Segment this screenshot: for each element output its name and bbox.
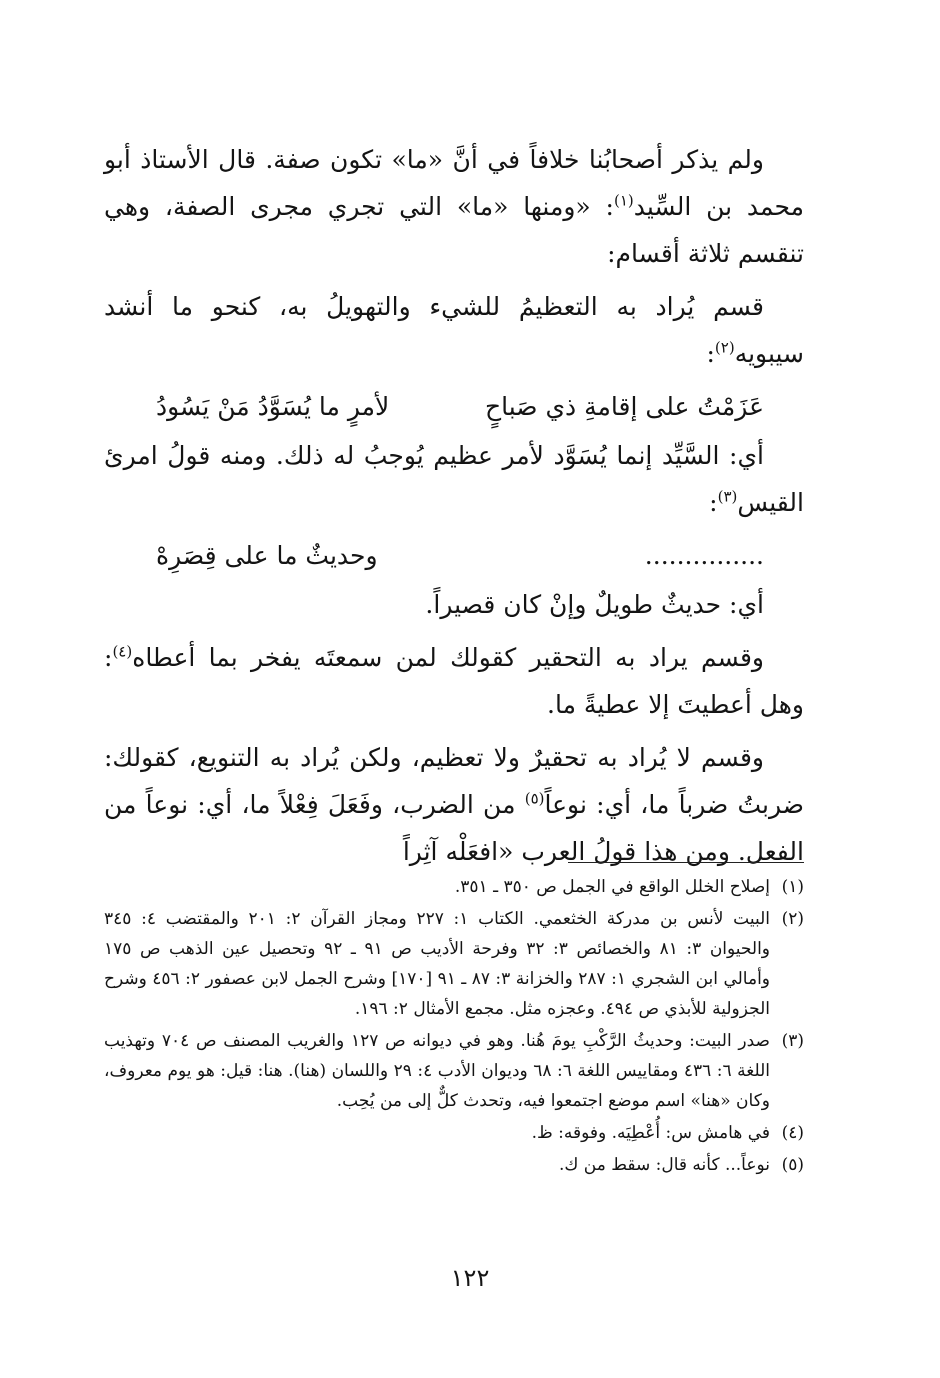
footnote-text: في هامش س: أُعْطِيَه. وفوقه: ظ. bbox=[531, 1123, 770, 1143]
footnote-separator bbox=[568, 862, 804, 863]
footnote-text: إصلاح الخلل الواقع في الجمل ص ٣٥٠ ـ ٣٥١. bbox=[454, 877, 770, 897]
paragraph-4: أي: حديثٌ طويلٌ وإنْ كان قصيراً. bbox=[425, 590, 764, 619]
footnotes bbox=[104, 872, 804, 1182]
footnote-3 bbox=[104, 1026, 804, 1116]
page-number: ١٢٢ bbox=[450, 1264, 490, 1292]
footnote-4 bbox=[104, 1118, 804, 1148]
paragraph-2: قسم يُراد به التعظيمُ للشيء والتهويلُ به، كنحو ما أنشد سيبويه$^{(٢)}$: bbox=[104, 292, 804, 368]
footnote-ref-4: (٤) bbox=[112, 642, 133, 661]
verse-1-first-hemistich: عَزَمْتُ على إقامةِ ذي صَباحٍ bbox=[484, 392, 764, 421]
footnote-number: (٤) bbox=[781, 1123, 804, 1143]
footnote-ref-5: (٥) bbox=[524, 789, 545, 808]
footnote-1 bbox=[104, 872, 804, 902]
footnote-2 bbox=[104, 904, 804, 1024]
footnote-number: (٣) bbox=[781, 1031, 804, 1051]
footnote-ref-1: (١) bbox=[613, 191, 634, 210]
footnote-5 bbox=[104, 1150, 804, 1180]
footnote-number: (١) bbox=[781, 877, 804, 897]
footnote-ref-3: (٣) bbox=[717, 487, 738, 506]
footnote-number: (٢) bbox=[781, 909, 804, 929]
footnote-text: نوعاً... كأنه قال: سقط من ك. bbox=[558, 1155, 770, 1175]
paragraph-3: أي: السَّيِّد إنما يُسَوَّد لأمر عظيم يُوجبُ له ذلك. ومنه قولُ امرئ القيس$^{(٣)}$: bbox=[104, 441, 804, 517]
verse-2-second-hemistich: وحديثٌ ما على قِصَرِهْ bbox=[156, 541, 378, 570]
verse-1-second-hemistich: لأمرٍ ما يُسَوَّدُ مَنْ يَسُودُ bbox=[156, 392, 390, 421]
paragraph-1: ولم يذكر أصحابُنا خلافاً في أنَّ «ما» تكون صفة. قال الأستاذ أبو محمد بن السِّيد$^{(١)}$: «ومنها «ما» التي تجري مجرى الصفة، وهي تنقسم ثلاثة أقسام: bbox=[104, 145, 804, 268]
verse-1 bbox=[104, 383, 804, 430]
paragraph-5: وقسم يراد به التحقير كقولك لمن سمعتَه يفخر بما أعطاه$^{(٤)}$: وهل أعطيتَ إلا عطيةً ما. bbox=[104, 642, 804, 719]
footnote-number: (٥) bbox=[781, 1155, 804, 1175]
footnote-text: صدر البيت: وحديثُ الرَّكْبِ يومَ هُنا. وهو في ديوانه ص ١٢٧ والغريب المصنف ص ٧٠٤ وتهذيب اللغة ٦: ٤٣٦ ومقاييس اللغة ٦: ٦٨ وديوان الأدب ٤: ٢٩ واللسان (هنا). هنا: قيل: هو يوم معروف، وكان «هنا» اسم موضع اجتمعوا فيه، وتحدث كلٌّ إلى من يُحِب. bbox=[104, 1031, 770, 1111]
verse-2 bbox=[104, 532, 804, 579]
verse-2-first-hemistich: ............... bbox=[644, 541, 764, 570]
main-text bbox=[104, 136, 804, 881]
footnote-ref-2: (٢) bbox=[714, 338, 735, 357]
footnote-text: البيت لأنس بن مدركة الخثعمي. الكتاب ١: ٢٢٧ ومجاز القرآن ٢: ٢٠١ والمقتضب ٤: ٣٤٥ والحيوان ٣: ٨١ والخصائص ٣: ٣٢ وفرحة الأديب ص ٩١ ـ ٩٢ وتحصيل عين الذهب ص ١٧٥ وأمالي ابن الشجري ١: ٢٨٧ والخزانة ٣: ٨٧ ـ ٩١ [١٧٠] وشرح الجمل لابن عصفور ٢: ٤٥٦ وشرح الجزولية للأبذي ص ٤٩٤. وعجزه مثل. مجمع الأمثال ٢: ١٩٦. bbox=[104, 909, 771, 1019]
paragraph-6: وقسم لا يُراد به تحقيرٌ ولا تعظيم، ولكن يُراد به التنويع، كقولك: ضربتُ ضرباً ما، أي: نوعاً$^{(٥)}$ من الضرب، وفَعَلَ فِعْلاً ما، أي: نوعاً من الفعل. ومن هذا قولُ العرب «افعَلْه آثِراً bbox=[104, 743, 804, 866]
